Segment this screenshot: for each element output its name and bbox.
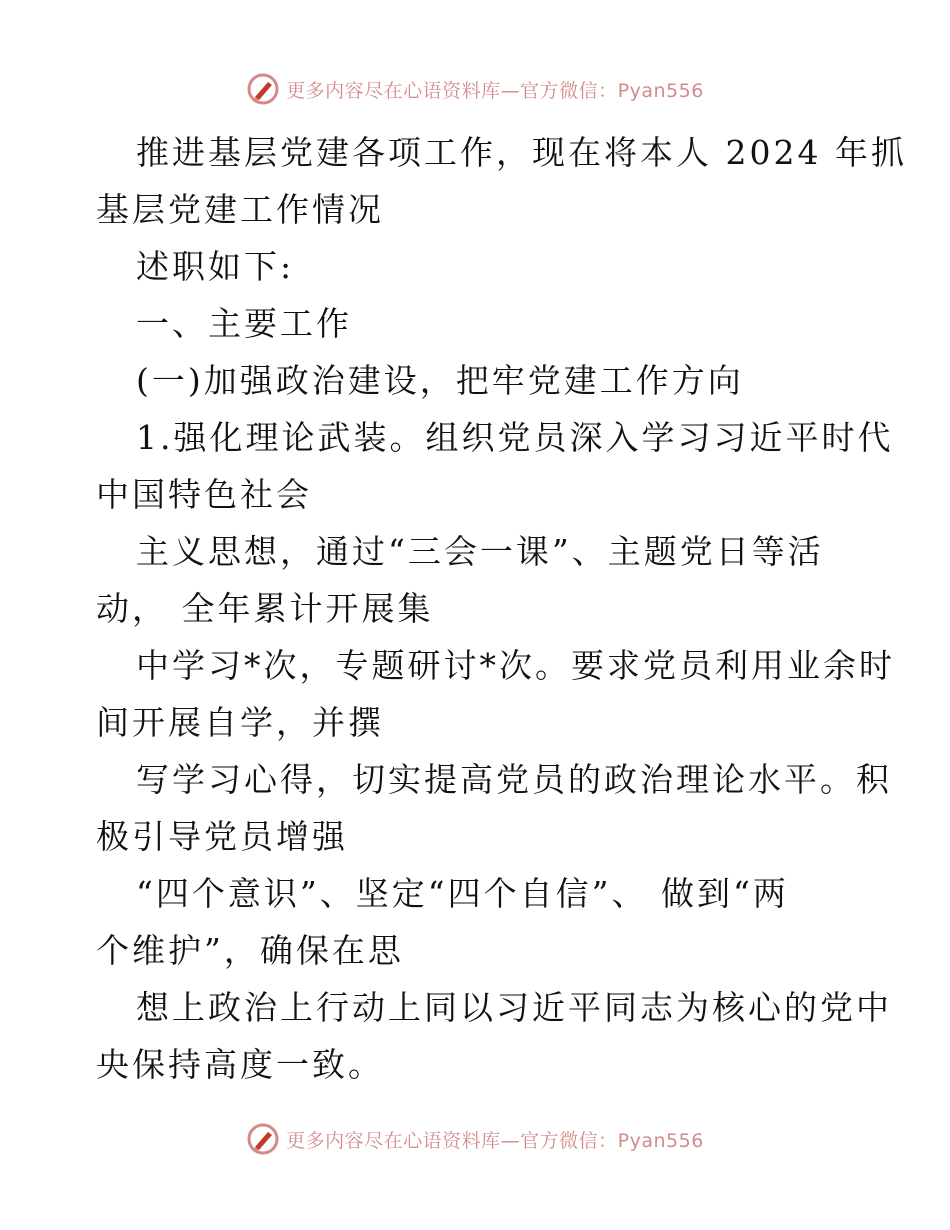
watermark-text: 更多内容尽在心语资料库—官方微信：Pyan556 — [286, 1129, 704, 1152]
text-line: 写学习心得，切实提高党员的政治理论水平。积 — [136, 760, 892, 799]
text-line: “四个意识”、坚定“四个自信”、 做到“两 — [136, 874, 789, 913]
text-line: 基层党建工作情况 — [96, 190, 384, 229]
pen-logo-icon — [246, 72, 280, 106]
text-line: 1.强化理论武装。组织党员深入学习习近平时代 — [136, 418, 894, 457]
pen-logo-icon — [246, 1122, 280, 1156]
text-line: 想上政治上行动上同以习近平同志为核心的党中 — [136, 988, 892, 1027]
watermark-text: 更多内容尽在心语资料库—官方微信：Pyan556 — [286, 79, 704, 102]
text-line: 一、主要工作 — [136, 304, 352, 343]
text-line: 动， 全年累计开展集 — [96, 589, 434, 628]
text-line: (一)加强政治建设，把牢党建工作方向 — [136, 361, 744, 400]
text-line: 极引导党员增强 — [96, 817, 348, 856]
text-line: 主义思想，通过“三会一课”、主题党日等活 — [136, 532, 824, 571]
text-line: 述职如下: — [136, 247, 295, 286]
header-watermark — [0, 72, 950, 106]
text-line: 央保持高度一致。 — [96, 1045, 384, 1084]
text-line: 中学习*次，专题研讨*次。要求党员利用业余时 — [136, 646, 895, 685]
document-body — [96, 124, 907, 1093]
text-line: 中国特色社会 — [96, 475, 312, 514]
footer-watermark — [0, 1122, 950, 1156]
text-line: 推进基层党建各项工作，现在将本人 2024 年抓 — [136, 133, 907, 172]
text-line: 间开展自学，并撰 — [96, 703, 384, 742]
text-line: 个维护”，确保在思 — [96, 931, 404, 970]
